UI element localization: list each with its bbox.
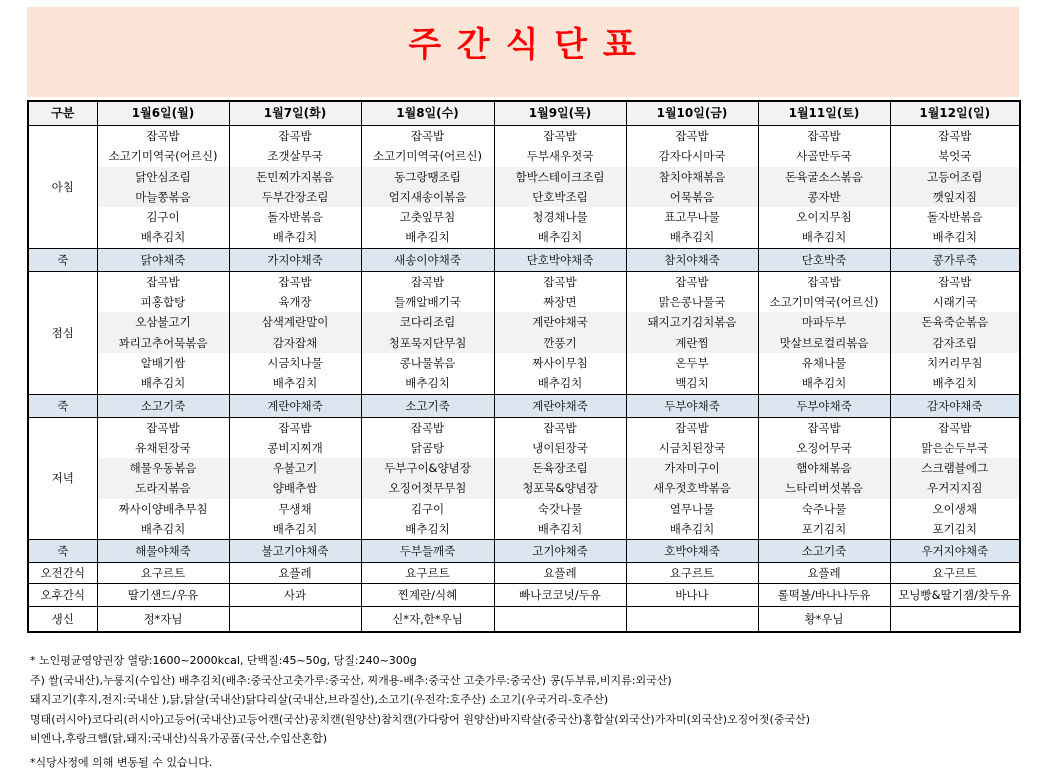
- menu-item: 감자조림: [891, 333, 1020, 353]
- menu-item: 콩비지찌개: [230, 438, 361, 458]
- birthday-cell: 정*자님: [97, 607, 229, 633]
- header-row: [28, 101, 1020, 126]
- menu-item: 잡곡밥: [891, 126, 1020, 146]
- afternoon-snack-cell: 찐계란/식혜: [361, 584, 494, 607]
- breakfast-label: 아침: [28, 126, 97, 249]
- footer-notes: [30, 651, 1030, 772]
- menu-item: 잡곡밥: [362, 418, 494, 438]
- morning-snack-row: [28, 563, 1020, 584]
- lunch-cell: [229, 271, 361, 394]
- menu-item: 배추김치: [362, 373, 494, 393]
- menu-item: 맑은순두부국: [891, 438, 1020, 458]
- menu-item: 잡곡밥: [230, 126, 361, 146]
- header-day: 1월10일(금): [626, 101, 758, 126]
- lunch-row: [28, 271, 1020, 394]
- menu-item: 배추김치: [362, 227, 494, 247]
- menu-item: 단호박조림: [495, 187, 626, 207]
- menu-item: 잡곡밥: [362, 272, 494, 292]
- menu-item: 해물우동볶음: [98, 458, 229, 478]
- menu-item: 오징어무국: [759, 438, 890, 458]
- menu-item: 백김치: [627, 373, 758, 393]
- porridge-cell: 소고기죽: [361, 394, 494, 417]
- dinner-cell: [758, 417, 890, 540]
- menu-item: 참치야채볶음: [627, 167, 758, 187]
- dinner-cell: [890, 417, 1020, 540]
- menu-item: 고등어조림: [891, 167, 1020, 187]
- dinner-label: 저녁: [28, 417, 97, 540]
- porridge-cell: 닭야채죽: [97, 248, 229, 271]
- lunch-cell: [758, 271, 890, 394]
- menu-item: 콩자반: [759, 187, 890, 207]
- menu-item: 느타리버섯볶음: [759, 478, 890, 498]
- menu-item: 포기김치: [891, 519, 1020, 539]
- menu-item: 표고무나물: [627, 207, 758, 227]
- porridge-label: 죽: [28, 540, 97, 563]
- afternoon-snack-cell: 사과: [229, 584, 361, 607]
- menu-item: 삼색계란말이: [230, 312, 361, 332]
- menu-item: 잡곡밥: [362, 126, 494, 146]
- breakfast-cell: [97, 126, 229, 249]
- birthday-cell: [494, 607, 626, 633]
- menu-item: 청포묵지단무침: [362, 333, 494, 353]
- menu-item: 꽈리고추어묵볶음: [98, 333, 229, 353]
- menu-item: 유채된장국: [98, 438, 229, 458]
- menu-item: 깻잎지짐: [891, 187, 1020, 207]
- menu-item: 코다리조림: [362, 312, 494, 332]
- porridge-cell: 단호박야채죽: [494, 248, 626, 271]
- porridge-label: 죽: [28, 394, 97, 417]
- menu-item: 배추김치: [759, 227, 890, 247]
- porridge-cell: 소고기죽: [758, 540, 890, 563]
- birthday-cell: 황*우님: [758, 607, 890, 633]
- header-day: 1월9일(목): [494, 101, 626, 126]
- afternoon-snack-cell: 딸기샌드/우유: [97, 584, 229, 607]
- breakfast-row: [28, 126, 1020, 249]
- porridge-cell: 두부들깨죽: [361, 540, 494, 563]
- dinner-row: [28, 417, 1020, 540]
- menu-item: 배추김치: [495, 227, 626, 247]
- menu-item: 배추김치: [230, 227, 361, 247]
- birthday-label: 생신: [28, 607, 97, 633]
- header-category: 구분: [28, 101, 97, 126]
- menu-item: 배추김치: [627, 227, 758, 247]
- menu-item: 김구이: [98, 207, 229, 227]
- menu-item: 잡곡밥: [98, 418, 229, 438]
- menu-item: 맛살브로컬리볶음: [759, 333, 890, 353]
- menu-item: 짜장면: [495, 292, 626, 312]
- menu-item: 오이생채: [891, 499, 1020, 519]
- menu-item: 사골만두국: [759, 146, 890, 166]
- morning-snack-cell: 요구르트: [361, 563, 494, 584]
- menu-item: 깐풍기: [495, 333, 626, 353]
- menu-item: 잡곡밥: [759, 126, 890, 146]
- afternoon-snack-cell: 롤떡볼/바나나두유: [758, 584, 890, 607]
- menu-item: 알배기쌈: [98, 353, 229, 373]
- morning-snack-cell: 요구르트: [97, 563, 229, 584]
- menu-item: 온두부: [627, 353, 758, 373]
- menu-item: 무생채: [230, 499, 361, 519]
- menu-item: 치커리무침: [891, 353, 1020, 373]
- menu-item: 두부간장조림: [230, 187, 361, 207]
- menu-item: 육개장: [230, 292, 361, 312]
- menu-item: 청포묵&양념장: [495, 478, 626, 498]
- menu-item: 두부새우젓국: [495, 146, 626, 166]
- porridge-cell: 호박야채죽: [626, 540, 758, 563]
- menu-item: 짜사이무침: [495, 353, 626, 373]
- menu-item: 돈육장조림: [495, 458, 626, 478]
- porridge-cell: 불고기야채죽: [229, 540, 361, 563]
- porridge-row: [28, 394, 1020, 417]
- porridge-row: [28, 248, 1020, 271]
- menu-item: 소고기미역국(어르신): [759, 292, 890, 312]
- porridge-cell: 감자야채죽: [890, 394, 1020, 417]
- menu-item: 돌자반볶음: [230, 207, 361, 227]
- porridge-cell: 두부야채죽: [758, 394, 890, 417]
- porridge-cell: 단호박죽: [758, 248, 890, 271]
- porridge-label: 죽: [28, 248, 97, 271]
- menu-item: 돈육죽순볶음: [891, 312, 1020, 332]
- menu-item: 잡곡밥: [891, 418, 1020, 438]
- footer-line: 비엔나,후랑크햄(닭,돼지:국내산)식육가공품(국산,수입산혼합): [30, 729, 1030, 749]
- porridge-cell: 가지야채죽: [229, 248, 361, 271]
- weekly-menu-table: [27, 100, 1021, 633]
- menu-item: 잡곡밥: [98, 272, 229, 292]
- title-banner: [27, 7, 1019, 97]
- menu-item: 계란찜: [627, 333, 758, 353]
- menu-item: 배추김치: [98, 519, 229, 539]
- menu-item: 조갯살무국: [230, 146, 361, 166]
- menu-item: 배추김치: [495, 373, 626, 393]
- menu-item: 배추김치: [230, 373, 361, 393]
- menu-item: 배추김치: [627, 519, 758, 539]
- menu-item: 두부구이&양념장: [362, 458, 494, 478]
- menu-item: 배추김치: [98, 227, 229, 247]
- menu-item: 스크램블에그: [891, 458, 1020, 478]
- menu-item: 엄지새송이볶음: [362, 187, 494, 207]
- menu-item: 오이지무침: [759, 207, 890, 227]
- footer-line: 명태(러시아)코다리(러시아)고등어(국내산)고등어캔(국산)공치캔(원양산)참치캔(가다랑어 원양산)바지락살(중국산)홍합살(외국산)가자미(외국산)오징어젓(중국산): [30, 710, 1030, 730]
- header-day: 1월11일(토): [758, 101, 890, 126]
- afternoon-snack-cell: 빠나코코넛/두유: [494, 584, 626, 607]
- lunch-cell: [494, 271, 626, 394]
- menu-item: 포기김치: [759, 519, 890, 539]
- menu-item: 고춧잎무침: [362, 207, 494, 227]
- porridge-cell: 계란야채죽: [229, 394, 361, 417]
- birthday-row: [28, 607, 1020, 633]
- morning-snack-label: 오전간식: [28, 563, 97, 584]
- porridge-cell: 해물야채죽: [97, 540, 229, 563]
- lunch-label: 점심: [28, 271, 97, 394]
- menu-item: 감자잡채: [230, 333, 361, 353]
- porridge-cell: 고기야채죽: [494, 540, 626, 563]
- menu-item: 우거지지짐: [891, 478, 1020, 498]
- porridge-cell: 계란야채죽: [494, 394, 626, 417]
- footer-line: 돼지고기(후지,전지:국내산 ),닭,닭살(국내산)닭다리살(국내산,브라질산),소고기(우전각:호주산) 소고기(우국거리-호주산): [30, 690, 1030, 710]
- menu-item: 숙갓나물: [495, 499, 626, 519]
- footer-line: 주) 쌀(국내산),누룽지(수입산) 배추김치(배추:중국산고춧가루:중국산, 찌개용-배추:중국산 고춧가루:중국산) 콩(두부류,비지류:외국산): [30, 671, 1030, 691]
- birthday-cell: 신*자,한*우님: [361, 607, 494, 633]
- menu-item: 오삼불고기: [98, 312, 229, 332]
- breakfast-cell: [890, 126, 1020, 249]
- menu-item: 시금치된장국: [627, 438, 758, 458]
- menu-item: 배추김치: [495, 519, 626, 539]
- dinner-cell: [97, 417, 229, 540]
- breakfast-cell: [361, 126, 494, 249]
- menu-item: 청경채나물: [495, 207, 626, 227]
- menu-item: 배추김치: [891, 373, 1020, 393]
- lunch-cell: [626, 271, 758, 394]
- menu-item: 맑은콩나물국: [627, 292, 758, 312]
- menu-item: 돈민찌가지볶음: [230, 167, 361, 187]
- breakfast-cell: [758, 126, 890, 249]
- menu-item: 새우젓호박볶음: [627, 478, 758, 498]
- menu-item: 잡곡밥: [230, 418, 361, 438]
- menu-item: 잡곡밥: [495, 272, 626, 292]
- menu-item: 시금치나물: [230, 353, 361, 373]
- menu-item: 짜사이양배추무침: [98, 499, 229, 519]
- morning-snack-cell: 요구르트: [626, 563, 758, 584]
- lunch-cell: [890, 271, 1020, 394]
- afternoon-snack-label: 오후간식: [28, 584, 97, 607]
- birthday-cell: [229, 607, 361, 633]
- birthday-cell: [626, 607, 758, 633]
- menu-item: 잡곡밥: [627, 418, 758, 438]
- menu-item: 김구이: [362, 499, 494, 519]
- menu-item: 잡곡밥: [230, 272, 361, 292]
- menu-item: 배추김치: [759, 373, 890, 393]
- menu-item: 북엇국: [891, 146, 1020, 166]
- menu-item: 양배추쌈: [230, 478, 361, 498]
- breakfast-cell: [229, 126, 361, 249]
- afternoon-snack-row: [28, 584, 1020, 607]
- menu-item: 마파두부: [759, 312, 890, 332]
- header-day: 1월12일(일): [890, 101, 1020, 126]
- menu-item: 동그랑땡조림: [362, 167, 494, 187]
- lunch-cell: [97, 271, 229, 394]
- menu-item: 배추김치: [230, 519, 361, 539]
- menu-item: 피홍합탕: [98, 292, 229, 312]
- menu-item: 어묵볶음: [627, 187, 758, 207]
- menu-item: 배추김치: [98, 373, 229, 393]
- menu-item: 감자다시마국: [627, 146, 758, 166]
- porridge-cell: 새송이야채죽: [361, 248, 494, 271]
- menu-item: 오징어젓무무침: [362, 478, 494, 498]
- porridge-row: [28, 540, 1020, 563]
- lunch-cell: [361, 271, 494, 394]
- menu-item: 잡곡밥: [495, 418, 626, 438]
- footer-line: *식당사정에 의해 변동될 수 있습니다.: [30, 753, 1030, 772]
- header-day: 1월6일(월): [97, 101, 229, 126]
- menu-item: 잡곡밥: [495, 126, 626, 146]
- menu-item: 잡곡밥: [759, 272, 890, 292]
- morning-snack-cell: 요플레: [229, 563, 361, 584]
- menu-item: 배추김치: [362, 519, 494, 539]
- menu-item: 돈육굴소스볶음: [759, 167, 890, 187]
- menu-item: 함박스테이크조림: [495, 167, 626, 187]
- menu-item: 도라지볶음: [98, 478, 229, 498]
- afternoon-snack-cell: 모닝빵&딸기잼/찾두유: [890, 584, 1020, 607]
- menu-item: 열무나물: [627, 499, 758, 519]
- dinner-cell: [626, 417, 758, 540]
- morning-snack-cell: 요플레: [758, 563, 890, 584]
- breakfast-cell: [626, 126, 758, 249]
- menu-item: 가자미구이: [627, 458, 758, 478]
- footer-line: * 노인평균영양권장 열량:1600~2000kcal, 단백질:45~50g, 당질:240~300g: [30, 651, 1030, 671]
- menu-item: 유채나물: [759, 353, 890, 373]
- menu-item: 잡곡밥: [759, 418, 890, 438]
- menu-item: 들깨알배기국: [362, 292, 494, 312]
- menu-item: 마늘쫑볶음: [98, 187, 229, 207]
- menu-item: 숙주나물: [759, 499, 890, 519]
- porridge-cell: 두부야채죽: [626, 394, 758, 417]
- menu-item: 잡곡밥: [98, 126, 229, 146]
- menu-item: 우불고기: [230, 458, 361, 478]
- menu-item: 잡곡밥: [627, 272, 758, 292]
- menu-item: 시래기국: [891, 292, 1020, 312]
- menu-item: 돌자반볶음: [891, 207, 1020, 227]
- menu-item: 배추김치: [891, 227, 1020, 247]
- page-title: 주 간 식 단 표: [27, 17, 1019, 66]
- birthday-cell: [890, 607, 1020, 633]
- morning-snack-cell: 요구르트: [890, 563, 1020, 584]
- breakfast-cell: [494, 126, 626, 249]
- dinner-cell: [229, 417, 361, 540]
- menu-item: 잡곡밥: [891, 272, 1020, 292]
- menu-item: 냉이된장국: [495, 438, 626, 458]
- menu-item: 닭안심조림: [98, 167, 229, 187]
- header-day: 1월7일(화): [229, 101, 361, 126]
- menu-item: 소고기미역국(어르신): [362, 146, 494, 166]
- porridge-cell: 참치야채죽: [626, 248, 758, 271]
- menu-item: 잡곡밥: [627, 126, 758, 146]
- menu-item: 닭곰탕: [362, 438, 494, 458]
- porridge-cell: 콩가루죽: [890, 248, 1020, 271]
- porridge-cell: 우거지야채죽: [890, 540, 1020, 563]
- dinner-cell: [361, 417, 494, 540]
- menu-item: 햄야채볶음: [759, 458, 890, 478]
- menu-item: 돼지고기김치볶음: [627, 312, 758, 332]
- dinner-cell: [494, 417, 626, 540]
- afternoon-snack-cell: 바나나: [626, 584, 758, 607]
- porridge-cell: 소고기죽: [97, 394, 229, 417]
- header-day: 1월8일(수): [361, 101, 494, 126]
- menu-item: 콩나물볶음: [362, 353, 494, 373]
- menu-item: 계란야채국: [495, 312, 626, 332]
- morning-snack-cell: 요플레: [494, 563, 626, 584]
- menu-item: 소고기미역국(어르신): [98, 146, 229, 166]
